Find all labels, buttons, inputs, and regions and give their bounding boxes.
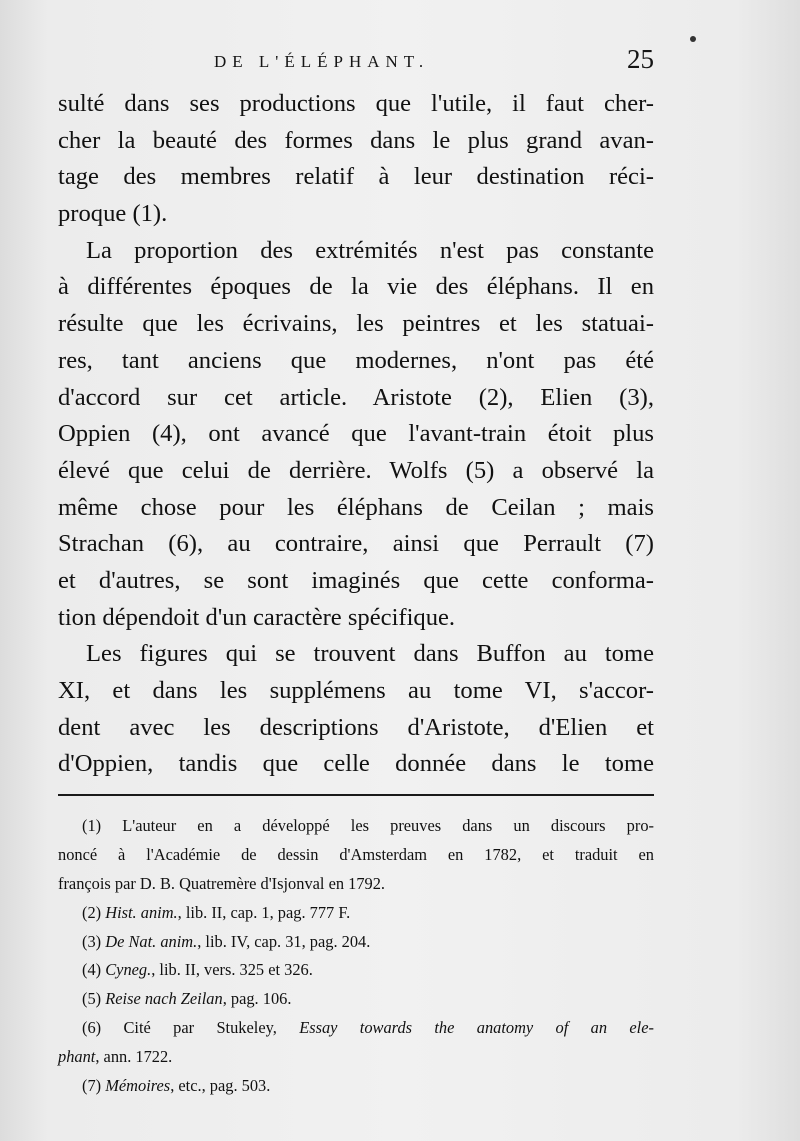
footnote-text: , lib. II, cap. 1, pag. 777 F.	[177, 902, 351, 922]
text-line: cher la beauté des formes dans le plus grand avan-	[58, 126, 654, 154]
text-line: Strachan (6), au contraire, ainsi que Perrault (7)	[58, 530, 654, 558]
footnote-title: De Nat. anim.	[105, 931, 198, 951]
footnote-title: Essay towards the anatomy of an ele-	[299, 1018, 654, 1038]
footnote-7	[58, 1072, 654, 1101]
text-line: Les figures qui se trouvent dans Buffon au tome	[86, 640, 654, 668]
text-line: proque (1).	[58, 200, 168, 228]
running-title: DE L'ÉLÉPHANT.	[214, 52, 430, 71]
footnote-1-line: noncé à l'Académie de dessin d'Amsterdam en 1782, et traduit en	[58, 844, 654, 864]
text-line: résulte que les écrivains, les peintres et les statuai-	[58, 310, 654, 338]
footnote-number: (3)	[82, 931, 102, 951]
text-line: Oppien (4), ont avancé que l'avant-train étoit plus	[58, 420, 654, 448]
page-header	[214, 44, 654, 82]
footnote-text: Cité par Stukeley,	[123, 1018, 277, 1038]
ink-speck	[690, 36, 696, 42]
footnote-4	[58, 956, 654, 985]
footnote-number: (6)	[82, 1018, 102, 1038]
text-line: res, tant anciens que modernes, n'ont pas été	[58, 346, 654, 374]
footnote-title: Cyneg.	[105, 960, 152, 980]
footnote-title: Mémoires	[105, 1076, 171, 1096]
footnote-text: , pag. 106.	[222, 989, 292, 1009]
footnote-6-cont	[58, 1043, 654, 1072]
footnote-text: , lib. IV, cap. 31, pag. 204.	[197, 931, 371, 951]
footnote-number: (4)	[82, 960, 102, 980]
main-text	[58, 86, 654, 783]
footnotes	[58, 812, 654, 1101]
text-line: d'Oppien, tandis que celle donnée dans le tome	[58, 750, 654, 778]
text-line: tion dépendoit d'un caractère spécifique.	[58, 603, 456, 631]
footnote-1-line: (1) L'auteur en a développé les preuves dans un discours pro-	[82, 816, 654, 835]
text-line: et d'autres, se sont imaginés que cette conforma-	[58, 566, 654, 594]
footnote-1-line: françois par D. B. Quatremère d'Isjonval en 1792.	[58, 873, 386, 893]
text-line: dent avec les descriptions d'Aristote, d'Elien et	[58, 713, 654, 741]
footnote-text: , ann. 1722.	[95, 1047, 173, 1067]
page-number: 25	[627, 44, 654, 74]
text-line: d'accord sur cet article. Aristote (2), Elien (3),	[58, 383, 654, 411]
footnote-number: (2)	[82, 902, 102, 922]
footnote-title: phant	[58, 1047, 96, 1067]
footnote-3	[58, 928, 654, 957]
footnote-title: Reise nach Zeilan	[105, 989, 223, 1009]
footnote-rule	[58, 794, 654, 796]
footnote-6	[58, 1014, 654, 1043]
footnote-number: (5)	[82, 989, 102, 1009]
text-line: XI, et dans les supplémens au tome VI, s'accor-	[58, 677, 654, 704]
footnote-text: , etc., pag. 503.	[170, 1076, 271, 1096]
text-line: La proportion des extrémités n'est pas constante	[86, 236, 654, 264]
footnote-2	[58, 899, 654, 928]
footnote-title: Hist. anim.	[105, 902, 178, 922]
text-line: tage des membres relatif à leur destination réci-	[58, 163, 654, 191]
footnote-text: , lib. II, vers. 325 et 326.	[151, 960, 313, 980]
text-line: sulté dans ses productions que l'utile, il faut cher-	[58, 90, 654, 117]
footnote-5	[58, 985, 654, 1014]
footnote-number: (7)	[82, 1076, 102, 1096]
text-line: élevé que celui de derrière. Wolfs (5) a observé la	[58, 456, 654, 484]
text-line: même chose pour les éléphans de Ceilan ; mais	[58, 493, 654, 521]
text-line: à différentes époques de la vie des éléphans. Il en	[58, 273, 654, 301]
